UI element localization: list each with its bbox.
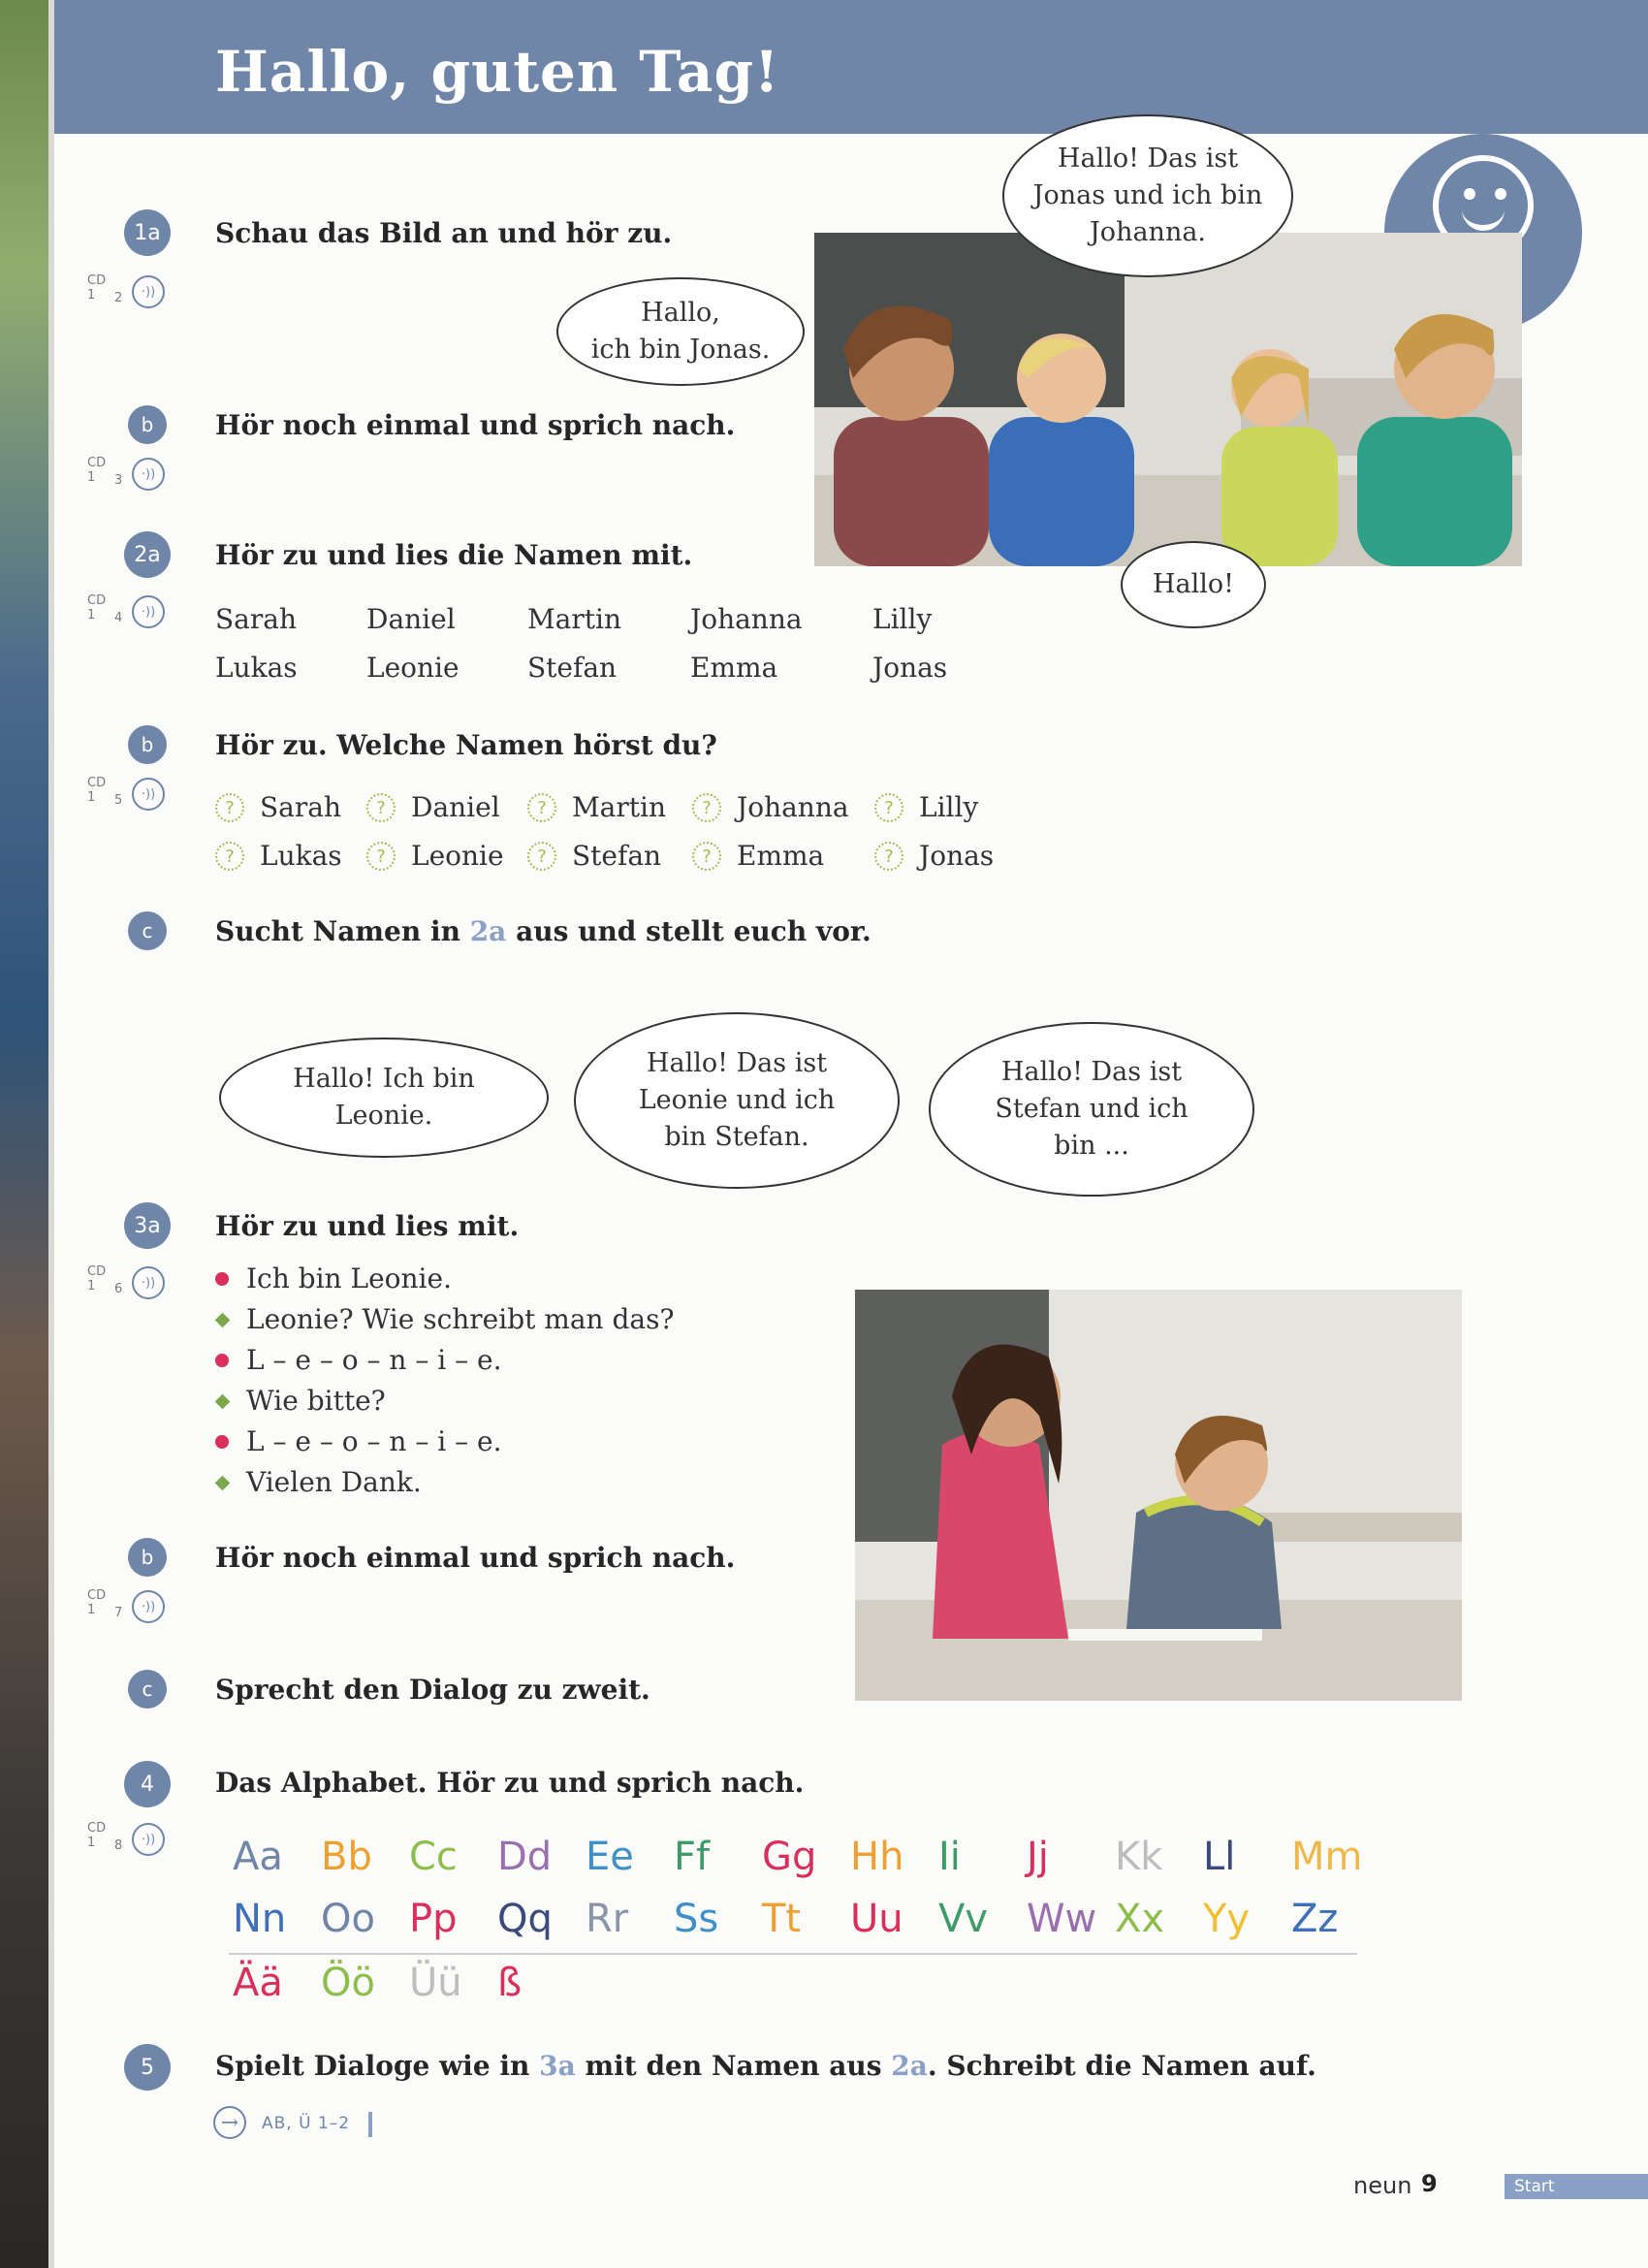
speech-bubble: Hallo! Das ist Leonie und ich bin Stefan.	[574, 1012, 900, 1189]
speech-bubble: Hallo! Ich bin Leonie.	[219, 1038, 549, 1158]
exercise-number: b	[128, 725, 167, 764]
exercise-number: c	[128, 1670, 167, 1709]
question-icon[interactable]: ?	[527, 793, 556, 822]
question-icon[interactable]: ?	[527, 842, 556, 871]
alphabet-letter: Kk	[1115, 1835, 1163, 1879]
alphabet-letter: Jj	[1027, 1835, 1049, 1879]
name: Stefan	[527, 652, 618, 684]
name: Johanna	[690, 603, 803, 635]
adjacent-page-edge	[0, 0, 54, 2268]
speech-bubble: Hallo! Das ist Stefan und ich bin ...	[929, 1022, 1254, 1197]
alphabet-letter: Rr	[586, 1897, 629, 1941]
question-icon[interactable]: ?	[874, 793, 903, 822]
alphabet-letter: Cc	[409, 1835, 458, 1879]
alphabet-letter: Zz	[1291, 1897, 1339, 1941]
audio-icon[interactable]: ·))	[132, 275, 165, 308]
alphabet-letter: Ää	[233, 1961, 283, 2005]
alphabet-letter: Ee	[586, 1835, 634, 1879]
alphabet-letter: Uu	[850, 1897, 903, 1941]
name: Stefan	[572, 840, 662, 872]
question-icon[interactable]: ?	[692, 793, 721, 822]
name: Daniel	[411, 791, 500, 823]
alphabet-letter: Üü	[409, 1961, 462, 2005]
dialog-line: Wie bitte?	[246, 1385, 386, 1417]
exercise-number: 2a	[124, 531, 171, 578]
page-number: 9	[1421, 2170, 1438, 2197]
instruction: Sprecht den Dialog zu zweit.	[215, 1674, 650, 1706]
name: Lilly	[872, 603, 933, 635]
name: Lukas	[260, 840, 342, 872]
question-icon[interactable]: ?	[215, 842, 244, 871]
section-tab: Start	[1505, 2174, 1648, 2199]
instruction: Das Alphabet. Hör zu und sprich nach.	[215, 1767, 805, 1799]
speaker-a-bullet	[215, 1435, 229, 1449]
alphabet-letter: Hh	[850, 1835, 904, 1879]
workbook-reference: AB, Ü 1–2	[262, 2114, 351, 2133]
name: Sarah	[215, 603, 297, 635]
exercise-number: 3a	[124, 1202, 171, 1249]
page-title: Hallo, guten Tag!	[215, 39, 780, 105]
dialog-line: L – e – o – n – i – e.	[246, 1344, 502, 1376]
exercise-number: b	[128, 405, 167, 444]
instruction: Schau das Bild an und hör zu.	[215, 217, 673, 249]
dialog-line: Leonie? Wie schreibt man das?	[246, 1303, 675, 1335]
speaker-b-bullet	[215, 1476, 231, 1491]
dialog-line: L – e – o – n – i – e.	[246, 1425, 502, 1457]
alphabet-letter: Dd	[497, 1835, 553, 1879]
alphabet-letter: Ww	[1027, 1897, 1097, 1941]
instruction: Hör noch einmal und sprich nach.	[215, 409, 736, 441]
exercise-number: 4	[124, 1761, 171, 1807]
speech-bubble: Hallo! Das ist Jonas und ich bin Johanna.	[1002, 114, 1293, 277]
audio-icon[interactable]: ·))	[132, 1266, 165, 1299]
instruction: Sucht Namen in 2a aus und stellt euch vor.	[215, 915, 872, 947]
audio-icon[interactable]: ·))	[132, 1590, 165, 1623]
instruction: Hör zu und lies mit.	[215, 1210, 520, 1242]
page-number-word: neun	[1353, 2172, 1412, 2199]
instruction: Hör zu. Welche Namen hörst du?	[215, 729, 717, 761]
question-icon[interactable]: ?	[366, 793, 396, 822]
divider	[229, 1953, 1357, 1955]
alphabet-letter: Gg	[762, 1835, 817, 1879]
speech-bubble: Hallo, ich bin Jonas.	[556, 277, 805, 386]
name: Jonas	[919, 840, 995, 872]
instruction: Hör noch einmal und sprich nach.	[215, 1542, 736, 1574]
name: Leonie	[411, 840, 504, 872]
speaker-a-bullet	[215, 1272, 229, 1286]
alphabet-letter: Qq	[497, 1897, 553, 1941]
speaker-b-bullet	[215, 1394, 231, 1410]
instruction: Hör zu und lies die Namen mit.	[215, 539, 693, 571]
name: Daniel	[366, 603, 456, 635]
alphabet-letter: Ii	[938, 1835, 961, 1879]
dialog-photo	[855, 1290, 1462, 1701]
name: Leonie	[366, 652, 460, 684]
exercise-number: b	[128, 1538, 167, 1577]
name: Emma	[690, 652, 778, 684]
alphabet-letter: Oo	[321, 1897, 375, 1941]
audio-icon[interactable]: ·))	[132, 1823, 165, 1856]
question-icon[interactable]: ?	[215, 793, 244, 822]
classroom-photo	[814, 233, 1522, 566]
name: Emma	[737, 840, 825, 872]
question-icon[interactable]: ?	[366, 842, 396, 871]
speaker-b-bullet	[215, 1313, 231, 1328]
speaker-a-bullet	[215, 1354, 229, 1367]
alphabet-letter: Xx	[1115, 1897, 1165, 1941]
exercise-number: c	[128, 911, 167, 950]
name: Martin	[527, 603, 621, 635]
name: Lukas	[215, 652, 298, 684]
speech-bubble: Hallo!	[1121, 541, 1266, 628]
name: Martin	[572, 791, 666, 823]
exercise-number: 5	[124, 2044, 171, 2091]
dialog-line: Ich bin Leonie.	[246, 1262, 452, 1294]
dialog-line: Vielen Dank.	[246, 1466, 422, 1498]
alphabet-letter: Aa	[233, 1835, 283, 1879]
alphabet-letter: Nn	[233, 1897, 287, 1941]
audio-icon[interactable]: ·))	[132, 458, 165, 491]
alphabet-letter: Ff	[674, 1835, 711, 1879]
alphabet-letter: Mm	[1291, 1835, 1363, 1879]
alphabet-letter: Öö	[321, 1961, 375, 2005]
audio-icon[interactable]: ·))	[132, 778, 165, 811]
alphabet-letter: Yy	[1203, 1897, 1251, 1941]
divider	[368, 2112, 372, 2137]
exercise-number: 1a	[124, 209, 171, 256]
alphabet-letter: Vv	[938, 1897, 989, 1941]
question-icon[interactable]: ?	[692, 842, 721, 871]
alphabet-letter: ß	[497, 1961, 523, 2005]
name: Sarah	[260, 791, 341, 823]
question-icon[interactable]: ?	[874, 842, 903, 871]
audio-icon[interactable]: ·))	[132, 595, 165, 628]
name: Lilly	[919, 791, 979, 823]
alphabet-letter: Pp	[409, 1897, 458, 1941]
alphabet-letter: Ll	[1203, 1835, 1236, 1879]
instruction: Spielt Dialoge wie in 3a mit den Namen aus 2a. Schreibt die Namen auf.	[215, 2050, 1316, 2082]
name: Jonas	[872, 652, 948, 684]
arrow-icon: →	[213, 2106, 246, 2139]
alphabet-letter: Tt	[762, 1897, 802, 1941]
alphabet-letter: Bb	[321, 1835, 372, 1879]
alphabet-letter: Ss	[674, 1897, 719, 1941]
name: Johanna	[737, 791, 849, 823]
